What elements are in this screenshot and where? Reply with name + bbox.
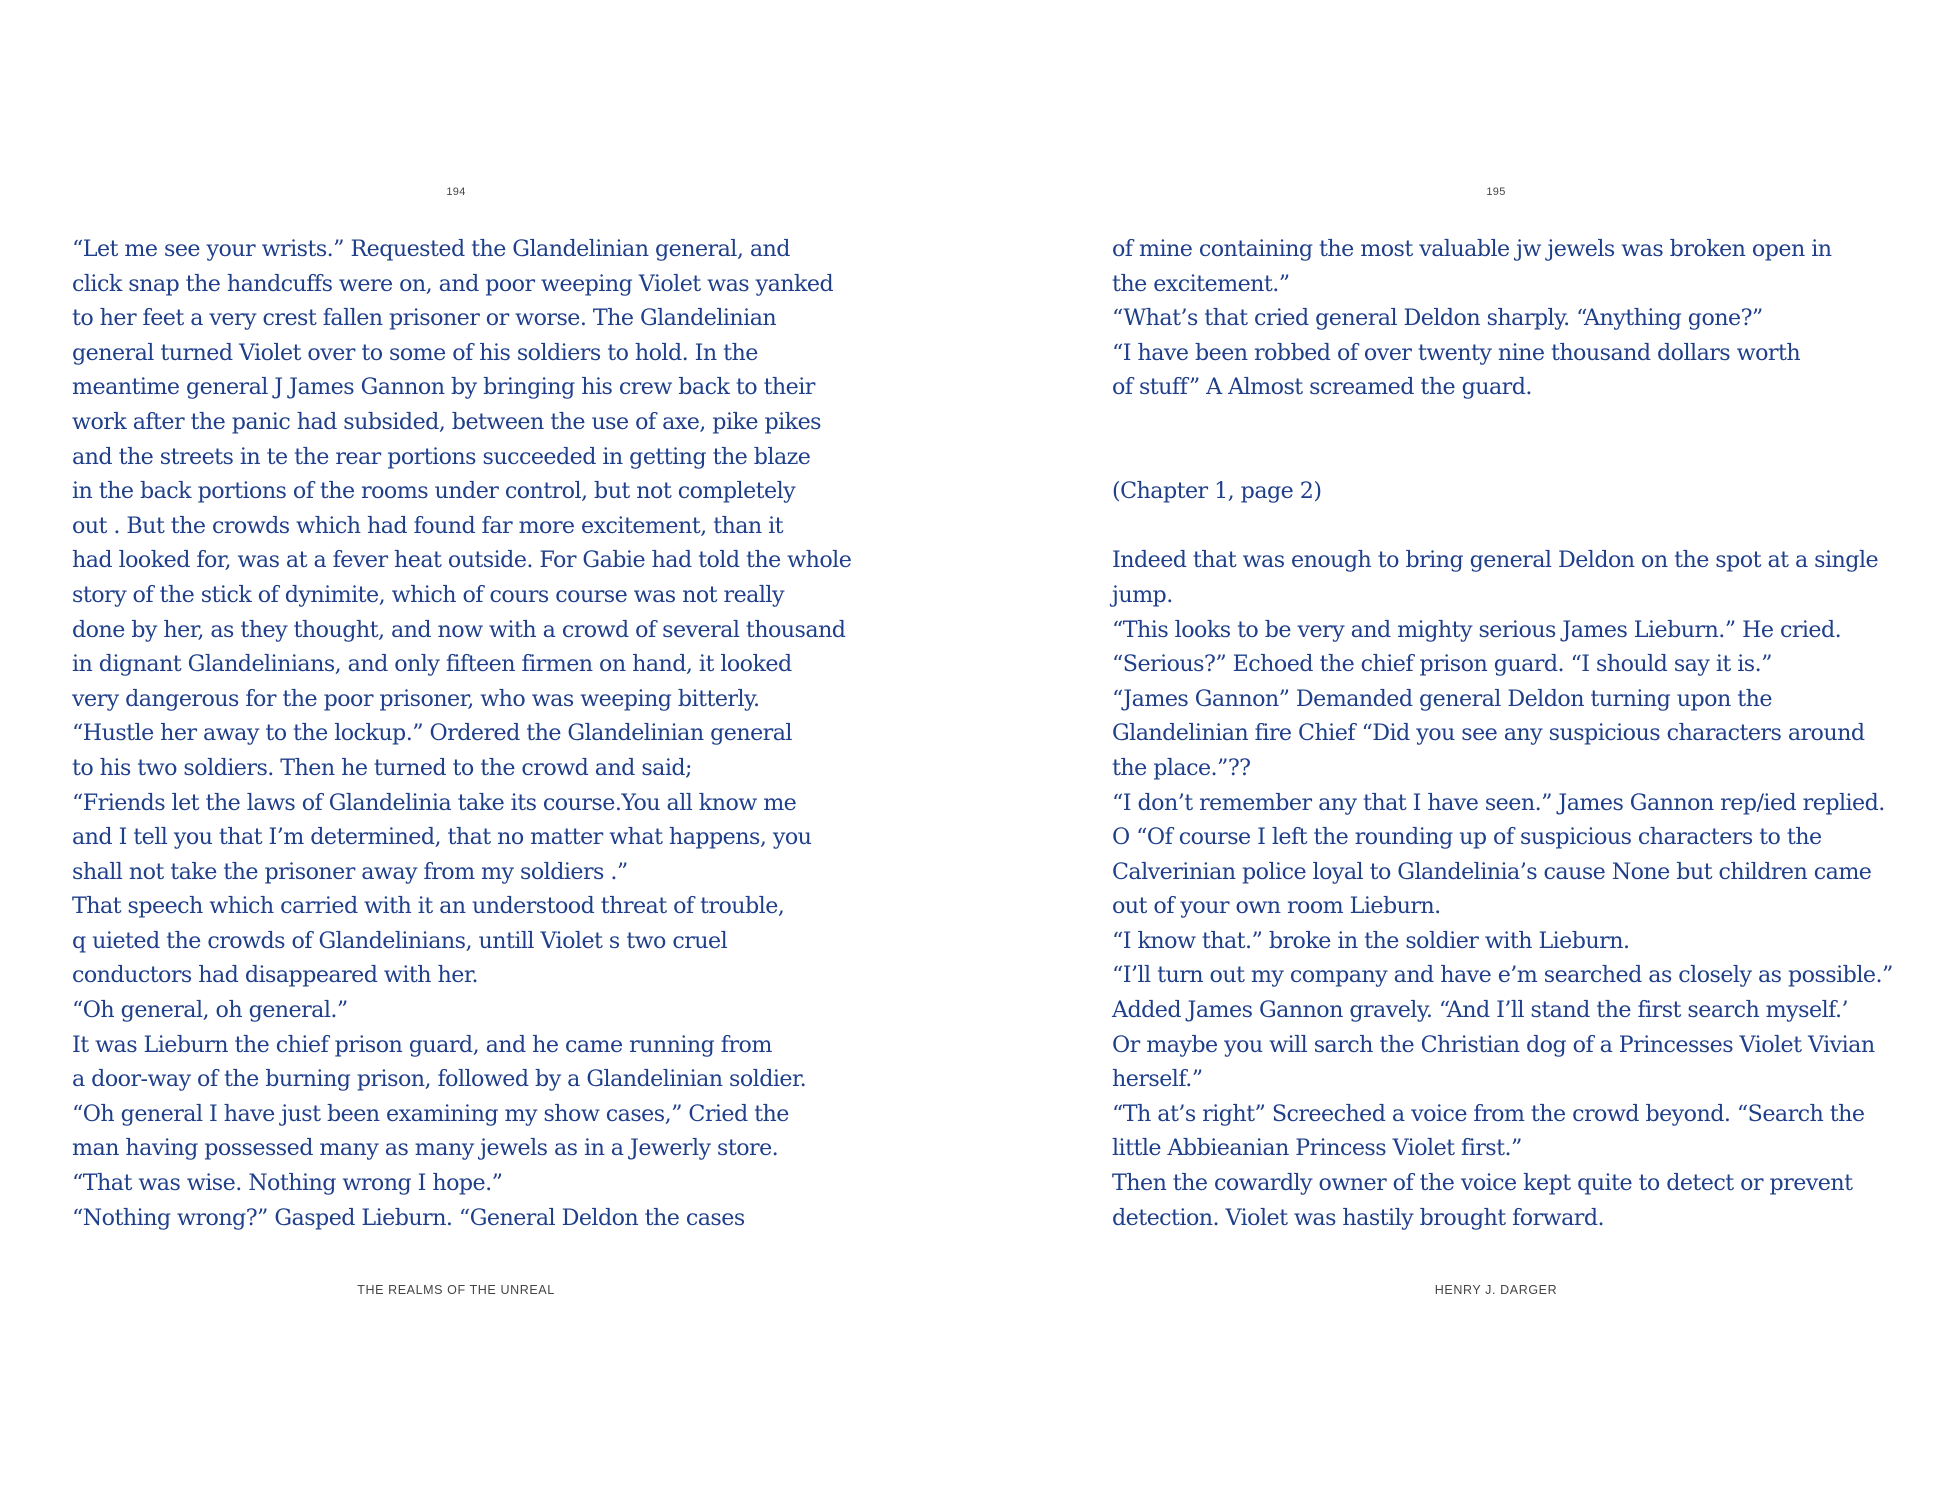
text-line: had looked for, was at a fever heat outside. For Gabie had told the whole (72, 547, 852, 574)
text-line: of mine containing the most valuable jw jewels was broken open in (1112, 236, 1832, 262)
text-line: to her feet a very crest fallen prisoner or worse. The Glandelinian (72, 305, 777, 332)
text-line: Then the cowardly owner of the voice kept quite to detect or prevent (1112, 1170, 1853, 1197)
text-line: little Abbieanian Princess Violet first.” (1112, 1135, 1522, 1162)
blank-line (1112, 509, 1893, 544)
text-line: detection. Violet was hastily brought forward. (1112, 1204, 1604, 1231)
text-line: the place.”?? (1112, 754, 1251, 781)
text-line: Glandelinian fire Chief “Did you see any suspicious characters around (1112, 720, 1865, 747)
right-page (1040, 0, 1941, 1500)
text-line: man having possessed many as many jewels as in a Jewerly store. (72, 1135, 779, 1162)
text-line: click snap the handcuffs were on, and poor weeping Violet was yanked (72, 270, 834, 297)
text-line: work after the panic had subsided, between the use of axe, pike pikes (72, 408, 821, 435)
text-line: jump. (1112, 581, 1173, 608)
text-line: “What’s that cried general Deldon sharply. “Anything gone?” (1112, 305, 1763, 332)
right-page-number: 195 (1486, 186, 1506, 198)
text-line: “This looks to be very and mighty serious James Lieburn.” He cried. (1112, 616, 1842, 643)
text-line: and the streets in te the rear portions succeeded in getting the blaze (72, 443, 811, 470)
text-line: out . But the crowds which had found far more excitement, than it (72, 512, 784, 539)
right-page-body (1112, 232, 1893, 1235)
text-line: the excitement.” (1112, 270, 1290, 297)
text-line: Added James Gannon gravely. “And I’ll stand the first search myself.’ (1112, 997, 1848, 1024)
text-line: story of the stick of dynimite, which of cours course was not really (72, 581, 784, 608)
text-line: “Let me see your wrists.” Requested the Glandelinian general, and (72, 236, 790, 262)
text-line: “Nothing wrong?” Gasped Lieburn. “General Deldon the cases (72, 1204, 745, 1231)
text-line: in dignant Glandelinians, and only fifteen firmen on hand, it looked (72, 651, 792, 678)
left-page (0, 0, 913, 1500)
text-line: “Oh general I have just been examining my show cases,” Cried the (72, 1100, 789, 1127)
text-line: out of your own room Lieburn. (1112, 893, 1441, 920)
text-line: Or maybe you will sarch the Christian dog of a Princesses Violet Vivian (1112, 1031, 1875, 1058)
text-line: It was Lieburn the chief prison guard, and he came running from (72, 1031, 772, 1058)
text-line: Indeed that was enough to bring general Deldon on the spot at a single (1112, 547, 1879, 574)
text-line: That speech which carried with it an understood threat of trouble, (72, 893, 785, 920)
text-line: “I don’t remember any that I have seen.” James Gannon rep/ied replied. (1112, 789, 1885, 816)
text-line: of stuff” A Almost screamed the guard. (1112, 374, 1532, 401)
blank-line (1112, 405, 1893, 440)
text-line: herself.” (1112, 1066, 1203, 1093)
text-line: “James Gannon” Demanded general Deldon turning upon the (1112, 685, 1772, 712)
text-line: very dangerous for the poor prisoner, who was weeping bitterly. (72, 685, 760, 712)
text-line: “Hustle her away to the lockup.” Ordered the Glandelinian general (72, 720, 792, 747)
text-line: O “Of course I left the rounding up of suspicious characters to the (1112, 824, 1822, 851)
text-line: in the back portions of the rooms under control, but not completely (72, 478, 796, 505)
text-line: “Th at’s right” Screeched a voice from the crowd beyond. “Search the (1112, 1100, 1865, 1127)
text-line: “I’ll turn out my company and have e’m searched as closely as possible.” (1112, 962, 1893, 989)
text-line: a door-way of the burning prison, followed by a Glandelinian soldier. (72, 1066, 807, 1093)
left-page-footer: THE REALMS OF THE UNREAL (357, 1283, 555, 1297)
text-line: (Chapter 1, page 2) (1112, 478, 1322, 505)
text-line: “That was wise. Nothing wrong I hope.” (72, 1170, 503, 1197)
text-line: meantime general J James Gannon by bringing his crew back to their (72, 374, 815, 401)
text-line: done by her, as they thought, and now with a crowd of several thousand (72, 616, 846, 643)
text-line: “Friends let the laws of Glandelinia take its course.You all know me (72, 789, 797, 816)
text-line: “Oh general, oh general.” (72, 997, 348, 1024)
right-page-footer: HENRY J. DARGER (1434, 1283, 1558, 1297)
text-line: to his two soldiers. Then he turned to the crowd and said; (72, 754, 692, 781)
left-page-number: 194 (446, 186, 466, 198)
text-line: “Serious?” Echoed the chief prison guard. “I should say it is.” (1112, 651, 1772, 678)
blank-line (1112, 440, 1893, 475)
text-line: and I tell you that I’m determined, that no matter what happens, you (72, 824, 812, 851)
text-line: “I know that.” broke in the soldier with Lieburn. (1112, 927, 1630, 954)
text-line: Calverinian police loyal to Glandelinia’s cause None but children came (1112, 858, 1872, 885)
text-line: q uieted the crowds of Glandelinians, untill Violet s two cruel (72, 927, 728, 954)
text-line: conductors had disappeared with her. (72, 962, 478, 989)
text-line: shall not take the prisoner away from my soldiers .” (72, 858, 628, 885)
text-line: general turned Violet over to some of his soldiers to hold. In the (72, 339, 758, 366)
left-page-body (72, 232, 851, 1235)
text-line: “I have been robbed of over twenty nine thousand dollars worth (1112, 339, 1801, 366)
